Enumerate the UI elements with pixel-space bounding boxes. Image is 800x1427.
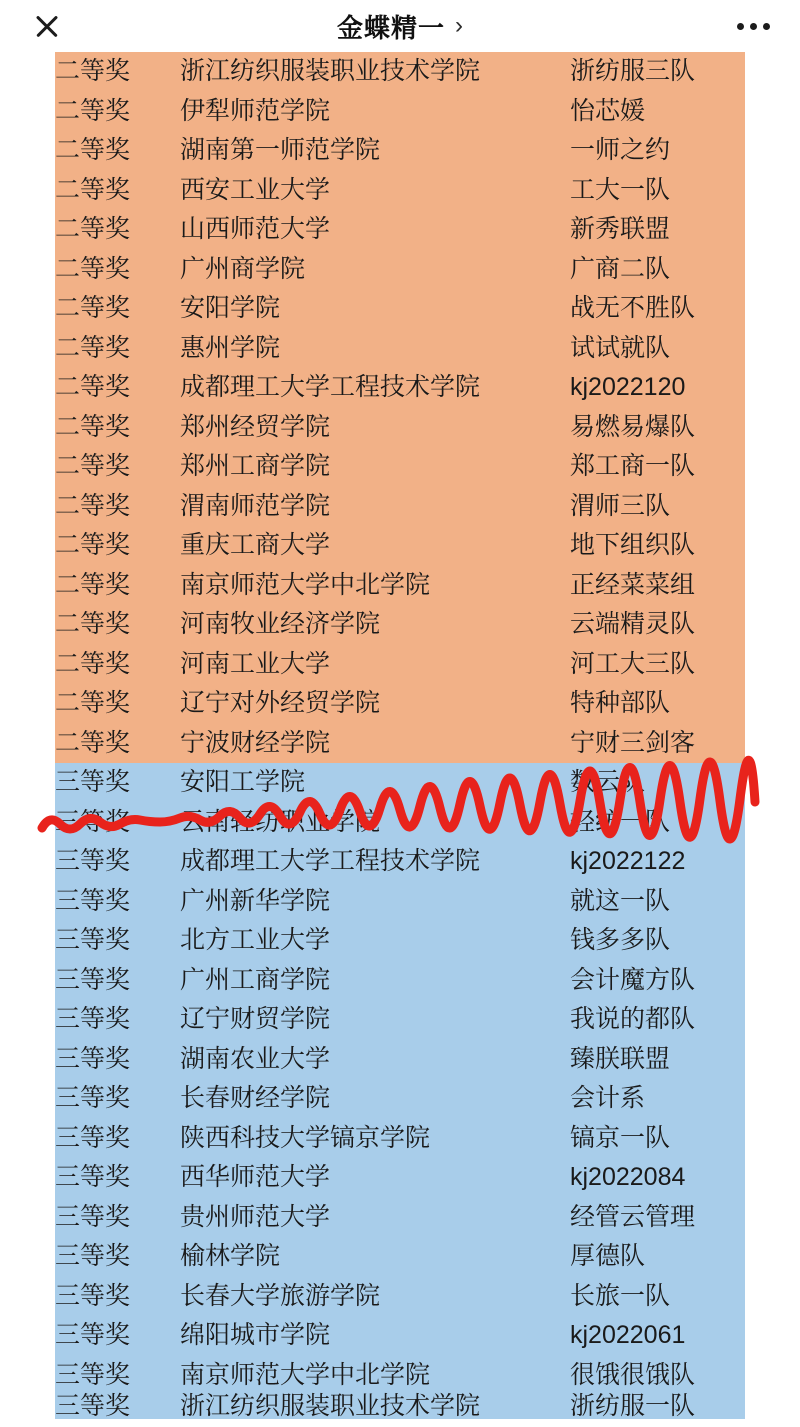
cell-team: 渭师三队 [570,491,671,520]
cell-school: 成都理工大学工程技术学院 [180,847,481,875]
cell-team: 新秀联盟 [570,215,671,243]
table-row [55,842,745,882]
cell-award: 三等奖 [55,886,131,915]
cell-award: 三等奖 [55,1281,131,1310]
cell-school: 辽宁对外经贸学院 [180,689,381,717]
page-title: 金蝶精一 [336,12,445,43]
cell-award: 二等奖 [55,649,131,678]
table-row [55,1040,745,1080]
cell-school: 长春大学旅游学院 [180,1281,381,1310]
cell-team: 我说的都队 [570,1005,696,1033]
cell-award: 三等奖 [55,807,131,836]
table-row [55,1000,745,1040]
cell-team: 浙纺服一队 [570,1392,696,1421]
table-row [55,92,745,132]
cell-team: 经管云管理 [570,1202,696,1231]
table-row [55,408,745,448]
cell-award: 三等奖 [55,1123,131,1152]
table-row [55,1277,745,1317]
table-row [55,210,745,250]
cell-team: 长旅一队 [570,1281,671,1310]
table-row [55,921,745,961]
table-row [55,645,745,685]
cell-school: 伊犁师范学院 [180,96,331,125]
cell-school: 成都理工大学工程技术学院 [180,373,481,401]
cell-team: 正经菜菜组 [570,570,696,599]
cell-award: 二等奖 [55,373,131,401]
cell-school: 辽宁财贸学院 [180,1005,331,1033]
cell-team: 就这一队 [570,886,671,915]
cell-team: 钱多多队 [570,926,671,954]
cell-school: 浙江纺织服装职业技术学院 [180,57,481,85]
cell-team: 厚德队 [570,1242,646,1270]
cell-award: 二等奖 [55,136,131,164]
table-row [55,1316,745,1356]
cell-school: 西华师范大学 [180,1163,331,1191]
cell-award: 三等奖 [55,965,131,994]
cell-school: 陕西科技大学镐京学院 [180,1123,431,1152]
more-dot [750,23,757,30]
table-row [55,289,745,329]
table-row [55,605,745,645]
table-row [55,250,745,290]
cell-award: 二等奖 [55,294,131,322]
table-row [55,447,745,487]
cell-team: 镐京一队 [570,1123,671,1152]
cell-school: 西安工业大学 [180,175,331,204]
cell-team: 易燃易爆队 [570,412,696,441]
table-row [55,1119,745,1159]
table-row [55,763,745,803]
cell-team: 会计系 [570,1084,646,1112]
cell-award: 二等奖 [55,96,131,125]
cell-school: 郑州工商学院 [180,452,331,480]
cell-team: 轻纺一队 [570,807,671,836]
cell-school: 宁波财经学院 [180,728,331,757]
cell-school: 重庆工商大学 [180,531,331,559]
table-row [55,368,745,408]
table-row [55,803,745,843]
cell-award: 二等奖 [55,57,131,85]
cell-team: 臻朕联盟 [570,1044,671,1073]
cell-school: 北方工业大学 [180,926,331,954]
cell-team: kj2022061 [570,1321,686,1349]
table-row [55,1237,745,1277]
table-row [55,526,745,566]
cell-team: 会计魔方队 [570,965,696,994]
cell-award: 二等奖 [55,610,131,638]
cell-school: 广州工商学院 [180,965,331,994]
cell-award: 三等奖 [55,1202,131,1231]
cell-school: 安阳学院 [180,294,281,322]
cell-award: 二等奖 [55,452,131,480]
cell-school: 湖南农业大学 [180,1044,331,1073]
cell-school: 广州商学院 [180,254,306,283]
cell-award: 三等奖 [55,1163,131,1191]
cell-award: 三等奖 [55,1005,131,1033]
chevron-right-icon[interactable]: › [455,12,463,39]
table-row [55,1392,745,1421]
table-row [55,724,745,764]
table-row [55,1198,745,1238]
table-row [55,131,745,171]
cell-team: 数云队 [570,768,646,796]
cell-award: 二等奖 [55,254,131,283]
cell-award: 三等奖 [55,926,131,954]
cell-school: 长春财经学院 [180,1084,331,1112]
table-row [55,1079,745,1119]
cell-team: kj2022120 [570,373,686,401]
table-row [55,882,745,922]
cell-award: 三等奖 [55,1242,131,1270]
cell-team: 宁财三剑客 [570,728,696,757]
cell-school: 广州新华学院 [180,886,331,915]
table-row [55,566,745,606]
cell-team: kj2022122 [570,847,686,875]
cell-school: 南京师范大学中北学院 [180,570,431,599]
table-row [55,171,745,211]
cell-award: 二等奖 [55,333,131,362]
cell-school: 渭南师范学院 [180,491,331,520]
cell-school: 惠州学院 [180,333,281,362]
cell-award: 三等奖 [55,847,131,875]
award-table-image[interactable] [0,52,800,1421]
cell-team: 一师之约 [570,136,671,164]
close-icon[interactable] [30,9,64,43]
cell-award: 二等奖 [55,531,131,559]
table-row [55,329,745,369]
more-dot [737,23,744,30]
table-row [55,52,745,92]
cell-school: 绵阳城市学院 [180,1321,331,1349]
table-row [55,487,745,527]
cell-team: 地下组织队 [570,531,696,559]
cell-award: 三等奖 [55,768,131,796]
cell-team: kj2022084 [570,1163,686,1191]
cell-award: 三等奖 [55,1044,131,1073]
cell-award: 三等奖 [55,1321,131,1349]
cell-award: 二等奖 [55,728,131,757]
cell-award: 三等奖 [55,1360,131,1389]
cell-school: 郑州经贸学院 [180,412,331,441]
more-options-icon[interactable] [737,23,770,30]
cell-award: 二等奖 [55,491,131,520]
navbar [0,0,800,52]
cell-award: 三等奖 [55,1392,131,1421]
cell-school: 榆林学院 [180,1242,281,1270]
cell-award: 二等奖 [55,689,131,717]
cell-team: 工大一队 [570,175,671,204]
cell-school: 河南工业大学 [180,649,331,678]
cell-team: 云端精灵队 [570,610,696,638]
cell-award: 二等奖 [55,412,131,441]
cell-team: 浙纺服三队 [570,57,696,85]
cell-school: 南京师范大学中北学院 [180,1360,431,1389]
table-row [55,961,745,1001]
cell-school: 湖南第一师范学院 [180,136,381,164]
table-row [55,1158,745,1198]
cell-team: 战无不胜队 [570,294,696,322]
cell-school: 浙江纺织服装职业技术学院 [180,1392,481,1421]
table-row [55,684,745,724]
cell-award: 二等奖 [55,570,131,599]
cell-school: 河南牧业经济学院 [180,610,381,638]
award-table [55,52,745,1419]
cell-team: 郑工商一队 [570,452,696,480]
cell-school: 山西师范大学 [180,215,331,243]
more-dot [763,23,770,30]
cell-team: 很饿很饿队 [570,1360,696,1389]
cell-team: 特种部队 [570,689,671,717]
cell-team: 怡芯媛 [570,96,646,125]
cell-award: 二等奖 [55,215,131,243]
cell-school: 云南轻纺职业学院 [180,807,381,836]
cell-school: 安阳工学院 [180,768,306,796]
navbar-title-group [0,0,800,52]
cell-award: 三等奖 [55,1084,131,1112]
cell-team: 河工大三队 [570,649,696,678]
cell-award: 二等奖 [55,175,131,204]
cell-school: 贵州师范大学 [180,1202,331,1231]
cell-team: 试试就队 [570,333,671,362]
cell-team: 广商二队 [570,254,671,283]
